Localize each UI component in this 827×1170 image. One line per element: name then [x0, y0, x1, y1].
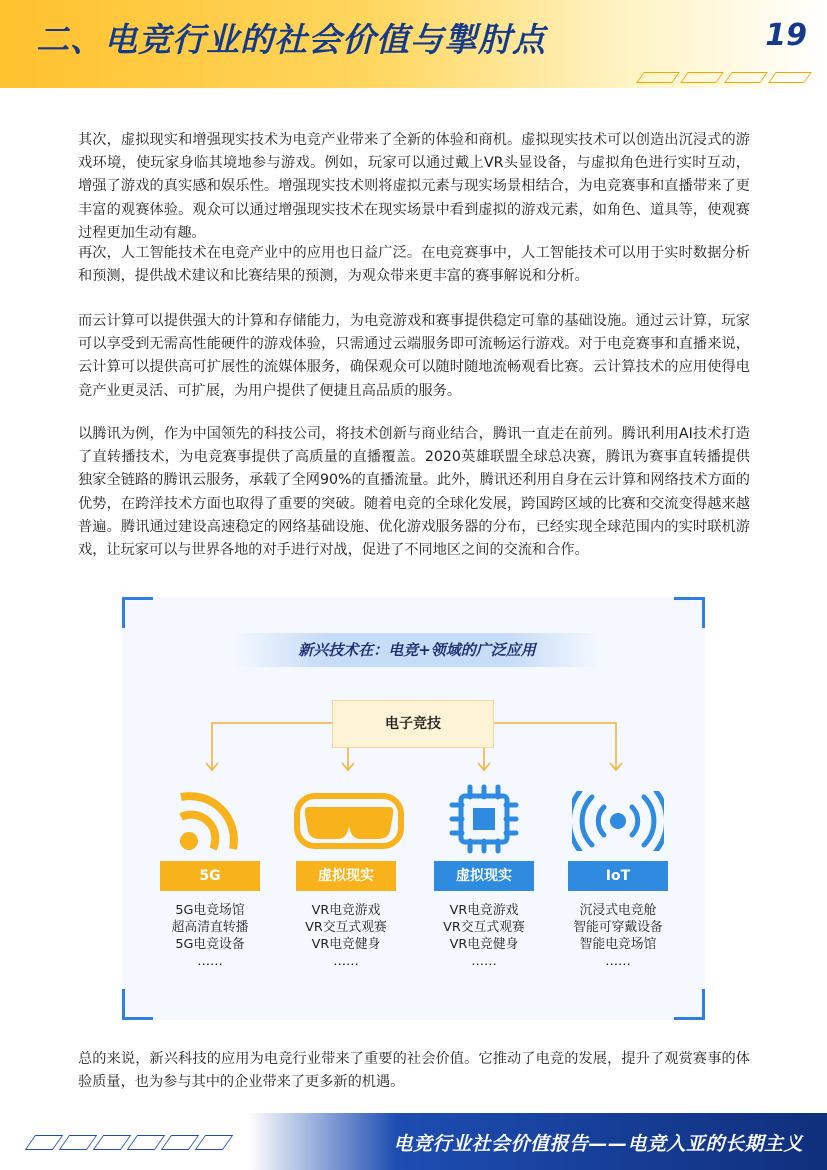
footer-stripe	[161, 1135, 200, 1150]
chip-icon	[448, 783, 520, 855]
paragraph-ai: 再次，人工智能技术在电竞产业中的应用也日益广泛。在电竞赛事中，人工智能技术可以用于实时数据分析和预测，提供战术建议和比赛结果的预测，为观众带来更丰富的赛事解说和分析。	[78, 245, 750, 285]
header-stripe	[636, 72, 680, 83]
section-title: 二、电竞行业的社会价值与掣肘点	[36, 20, 546, 59]
list-item: 沉浸式电竞舱	[579, 903, 657, 918]
list-item: VR电竞游戏	[311, 903, 381, 918]
label-chip: 虚拟现实	[434, 861, 534, 891]
list-5g	[140, 902, 280, 970]
arrow-to-iot	[492, 723, 616, 769]
header-stripe	[680, 72, 724, 83]
list-item: ……	[197, 954, 223, 969]
footer-stripe	[25, 1135, 64, 1150]
footer-stripe	[127, 1135, 166, 1150]
list-iot	[548, 902, 688, 970]
paragraph-conclusion: 总的来说，新兴科技的应用为电竞行业带来了重要的社会价值。它推动了电竞的发展，提升了观赏赛事的体验质量，也为参与其中的企业带来了更多新的机遇。	[78, 1051, 750, 1091]
list-item: 5G电竞设备	[175, 937, 245, 952]
tech-application-figure	[122, 597, 705, 1020]
vr-headset-icon	[294, 793, 404, 853]
center-esports-box	[332, 700, 494, 748]
page-number: 19	[765, 18, 807, 53]
center-esports-label: 电子竞技	[385, 716, 441, 732]
list-item: VR电竞健身	[449, 937, 519, 952]
wifi-signal-icon	[177, 791, 247, 853]
figure-banner-text: 新兴技术在：电竞+领域的广泛应用	[298, 641, 536, 659]
list-item: VR电竞健身	[311, 937, 381, 952]
label-5g: 5G	[160, 861, 260, 891]
header-stripe	[768, 72, 812, 83]
list-item: ……	[471, 954, 497, 969]
list-item: ……	[333, 954, 359, 969]
arrow-to-5g	[212, 723, 332, 769]
list-chip	[414, 902, 554, 970]
footer-stripe	[93, 1135, 132, 1150]
list-item: 智能可穿戴设备	[573, 920, 663, 935]
list-item: VR交互式观赛	[305, 920, 387, 935]
list-item: 5G电竞场馆	[175, 903, 245, 918]
list-item: 超高清直转播	[171, 920, 249, 935]
list-item: VR电竞游戏	[449, 903, 519, 918]
list-item: ……	[605, 954, 631, 969]
broadcast-icon	[572, 791, 664, 851]
footer-stripe	[195, 1135, 234, 1150]
label-iot: IoT	[568, 861, 668, 891]
paragraph-vr-ar: 其次，虚拟现实和增强现实技术为电竞产业带来了全新的体验和商机。虚拟现实技术可以创造出沉浸式的游戏环境，使玩家身临其境地参与游戏。例如，玩家可以通过戴上VR头显设备，与虚拟角色进行实时互动，增强了游戏的真实感和娱乐性。增强现实技术则将虚拟元素与现实场景相结合，为电竞赛事和直播带来了更丰富的观赛体验。观众可以通过增强现实技术在现实场景中看到虚拟的游戏元素，如角色、道具等，使观赛过程更加生动有趣。	[78, 132, 750, 241]
list-item: 智能电竞场馆	[579, 937, 657, 952]
list-item: VR交互式观赛	[443, 920, 525, 935]
page-footer	[0, 1113, 827, 1170]
header-stripe	[724, 72, 768, 83]
page-header	[0, 0, 827, 88]
paragraph-cloud: 而云计算可以提供强大的计算和存储能力，为电竞游戏和赛事提供稳定可靠的基础设施。通过云计算，玩家可以享受到无需高性能硬件的游戏体验，只需通过云端服务即可流畅运行游戏。对于电竞赛事和直播来说，云计算可以提供高可扩展性的流媒体服务，确保观众可以随时随地流畅观看比赛。云计算技术的应用使得电竞产业更灵活、可扩展，为用户提供了便捷且高品质的服务。	[78, 313, 750, 399]
label-vr: 虚拟现实	[296, 861, 396, 891]
list-vr	[276, 902, 416, 970]
paragraph-tencent: 以腾讯为例，作为中国领先的科技公司，将技术创新与商业结合，腾讯一直走在前列。腾讯利用AI技术打造了直转播技术，为电竞赛事提供了高质量的直播覆盖。2020英雄联盟全球总决赛，腾讯为赛事直转播提供独家全链路的腾讯云服务，承载了全网90%的直播流量。此外，腾讯还利用自身在云计算和网络技术方面的优势，在跨洋技术方面也取得了重要的突破。随着电竞的全球化发展，跨国跨区域的比赛和交流变得越来越普遍。腾讯通过建设高速稳定的网络基础设施、优化游戏服务器的分布，已经实现全球范围内的实时联机游戏，让玩家可以与世界各地的对手进行对战，促进了不同地区之间的交流和合作。	[78, 426, 750, 559]
footer-report-title: 电竞行业社会价值报告——电竞入亚的长期主义	[393, 1133, 803, 1155]
footer-stripe	[59, 1135, 98, 1150]
